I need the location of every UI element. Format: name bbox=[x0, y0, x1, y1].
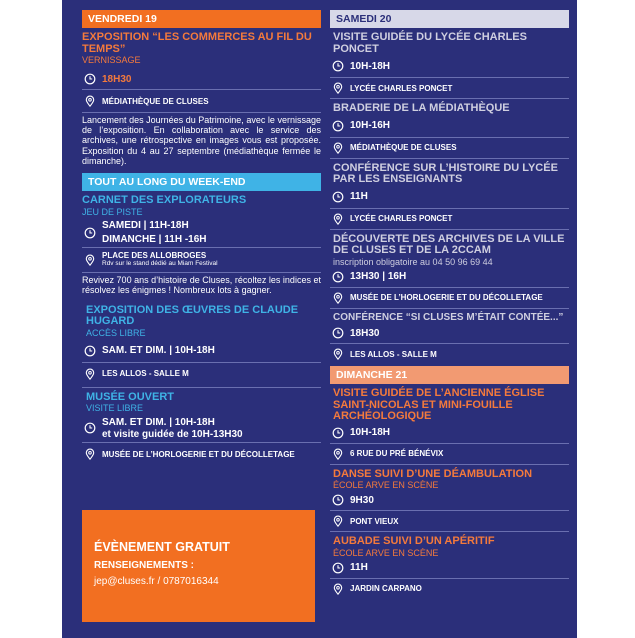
location-pin-icon bbox=[332, 142, 344, 154]
event-time: SAMEDI | 11H-18H bbox=[102, 220, 189, 232]
event-time: 10H-16H bbox=[350, 120, 391, 131]
time-row bbox=[330, 558, 569, 579]
clock-icon bbox=[332, 60, 344, 72]
location-row bbox=[330, 579, 569, 599]
event-place: MUSÉE DE L’HORLOGERIE ET DU DÉCOLLETAGE bbox=[102, 449, 295, 459]
location-row bbox=[82, 90, 321, 112]
event-title: VISITE GUIDÉE DE L’ANCIENNE ÉGLISE SAINT-NICOLAS ET MINI-FOUILLE ARCHÉOLOGIQUE bbox=[333, 387, 545, 422]
event-title: CONFÉRENCE “SI CLUSES M’ÉTAIT CONTÉE...” bbox=[333, 311, 564, 323]
event-time: et visite guidée de 10H-13H30 bbox=[102, 428, 243, 440]
clock-icon bbox=[84, 227, 96, 239]
location-row bbox=[82, 443, 321, 465]
time-row bbox=[330, 115, 569, 138]
event-place: JARDIN CARPANO bbox=[350, 584, 422, 593]
event-title: DANSE SUIVI D’UNE DÉAMBULATION bbox=[333, 467, 533, 480]
event-title: EXPOSITION “LES COMMERCES AU FIL DU TEMPS” bbox=[82, 31, 312, 55]
event-place: MUSÉE DE L’HORLOGERIE ET DU DÉCOLLETAGE bbox=[350, 293, 543, 302]
location-pin-icon bbox=[332, 82, 344, 94]
location-row bbox=[330, 138, 569, 159]
event-time: 11H bbox=[350, 191, 368, 202]
day-header-sunday: DIMANCHE 21 bbox=[330, 366, 569, 384]
event-time: SAM. ET DIM. | 10H-18H bbox=[102, 345, 215, 357]
event-place: PLACE DES ALLOBROGES bbox=[102, 251, 207, 261]
event-title: CARNET DES EXPLORATEURS bbox=[82, 194, 247, 207]
time-row bbox=[82, 69, 321, 90]
day-header-friday: VENDREDI 19 bbox=[82, 10, 321, 28]
free-event-heading: ÉVÈNEMENT GRATUIT bbox=[94, 540, 230, 554]
event-title: AUBADE SUIVI D’UN APÉRITIF bbox=[333, 535, 495, 547]
time-row bbox=[330, 267, 569, 288]
event-place: LYCÉE CHARLES PONCET bbox=[350, 214, 453, 223]
location-row bbox=[330, 209, 569, 230]
time-row bbox=[82, 340, 321, 363]
time-lines bbox=[102, 417, 243, 440]
place-lines bbox=[102, 251, 218, 268]
event-place: LYCÉE CHARLES PONCET bbox=[350, 83, 453, 93]
time-row bbox=[330, 490, 569, 511]
clock-icon bbox=[332, 191, 344, 203]
location-row bbox=[330, 344, 569, 364]
time-row bbox=[82, 414, 321, 443]
event-place: MÉDIATHÈQUE DE CLUSES bbox=[102, 96, 209, 106]
event-time: DIMANCHE | 11H -16H bbox=[102, 234, 207, 246]
event-place: MÉDIATHÈQUE DE CLUSES bbox=[350, 143, 457, 152]
event-description: Revivez 700 ans d’histoire de Cluses, récoltez les indices et résolvez les énigmes ! Nombreux lots à gagner. bbox=[82, 272, 321, 301]
event-time: 10H-18H bbox=[350, 427, 391, 438]
location-pin-icon bbox=[84, 448, 96, 460]
location-row bbox=[82, 248, 321, 272]
time-row bbox=[330, 423, 569, 444]
event-time: 9H30 bbox=[350, 494, 374, 506]
clock-icon bbox=[332, 562, 344, 574]
event-time: 13H30 | 16H bbox=[350, 271, 407, 282]
day-header-weekend: TOUT AU LONG DU WEEK-END bbox=[82, 173, 321, 191]
location-pin-icon bbox=[332, 213, 344, 225]
event-subtitle: ACCÈS LIBRE bbox=[86, 327, 146, 338]
event-subtitle: VISITE LIBRE bbox=[86, 403, 144, 414]
location-row bbox=[82, 363, 321, 385]
event-subtitle: ÉCOLE ARVE EN SCÈNE bbox=[333, 480, 439, 490]
event-title: EXPOSITION DES ŒUVRES DE CLAUDE HUGARD bbox=[86, 303, 299, 328]
event-time: SAM. ET DIM. | 10H-18H bbox=[102, 416, 215, 428]
event-time: 18H30 bbox=[350, 327, 380, 339]
time-row bbox=[330, 186, 569, 209]
left-column bbox=[82, 10, 321, 465]
info-label: RENSEIGNEMENTS : bbox=[94, 560, 195, 571]
location-pin-icon bbox=[84, 254, 96, 266]
event-title: VISITE GUIDÉE DU LYCÉE CHARLES PONCET bbox=[333, 31, 527, 55]
event-place: LES ALLOS - SALLE M bbox=[350, 349, 437, 359]
location-row bbox=[330, 288, 569, 309]
location-row bbox=[330, 444, 569, 465]
clock-icon bbox=[84, 422, 96, 434]
event-subtitle: VERNISSAGE bbox=[82, 55, 141, 65]
clock-icon bbox=[332, 427, 344, 439]
poster bbox=[62, 0, 577, 638]
location-pin-icon bbox=[332, 448, 344, 460]
free-event-box bbox=[82, 510, 315, 622]
event-title: BRADERIE DE LA MÉDIATHÈQUE bbox=[333, 102, 510, 114]
location-row bbox=[330, 78, 569, 99]
clock-icon bbox=[332, 271, 344, 283]
clock-icon bbox=[332, 120, 344, 132]
event-place: 6 RUE DU PRÉ BÉNÉVIX bbox=[350, 449, 444, 458]
clock-icon bbox=[332, 327, 344, 339]
event-time: 10H-18H bbox=[350, 60, 391, 72]
event-title: DÉCOUVERTE DES ARCHIVES DE LA VILLE DE CLUSES ET DE LA 2CCAM bbox=[333, 232, 565, 256]
place-note: Rdv sur le stand dédié au Miam Festival bbox=[102, 260, 218, 268]
right-column bbox=[330, 10, 569, 599]
location-row bbox=[330, 511, 569, 532]
contact-info: jep@cluses.fr / 0787016344 bbox=[94, 576, 219, 587]
event-subtitle: inscription obligatoire au 04 50 96 69 44 bbox=[333, 256, 493, 267]
location-pin-icon bbox=[84, 95, 96, 107]
clock-icon bbox=[84, 345, 96, 357]
event-subtitle: JEU DE PISTE bbox=[82, 206, 143, 217]
time-lines bbox=[102, 220, 207, 245]
event-place: PONT VIEUX bbox=[350, 516, 399, 526]
location-pin-icon bbox=[332, 292, 344, 304]
day-header-saturday: SAMEDI 20 bbox=[330, 10, 569, 28]
event-time: 11H bbox=[350, 562, 368, 573]
event-time: 18H30 bbox=[102, 73, 132, 85]
time-row bbox=[82, 219, 321, 248]
time-row bbox=[330, 323, 569, 344]
event-title: CONFÉRENCE SUR L’HISTOIRE DU LYCÉE PAR LES ENSEIGNANTS bbox=[333, 161, 558, 185]
event-description: Lancement des Journées du Patrimoine, avec le vernissage de l’exposition. En collaboration avec le service des archives, une rétrospective en images vous est proposée. Exposition du 4 au 27 septembre (médiathèque fermée le dimanche). bbox=[82, 112, 321, 170]
location-pin-icon bbox=[84, 368, 96, 380]
event-subtitle: ÉCOLE ARVE EN SCÈNE bbox=[333, 547, 439, 558]
event-place: LES ALLOS - SALLE M bbox=[102, 369, 189, 379]
time-row bbox=[330, 55, 569, 78]
location-pin-icon bbox=[332, 348, 344, 360]
clock-icon bbox=[84, 73, 96, 85]
event-title: MUSÉE OUVERT bbox=[82, 387, 321, 404]
clock-icon bbox=[332, 494, 344, 506]
location-pin-icon bbox=[332, 583, 344, 595]
location-pin-icon bbox=[332, 515, 344, 527]
